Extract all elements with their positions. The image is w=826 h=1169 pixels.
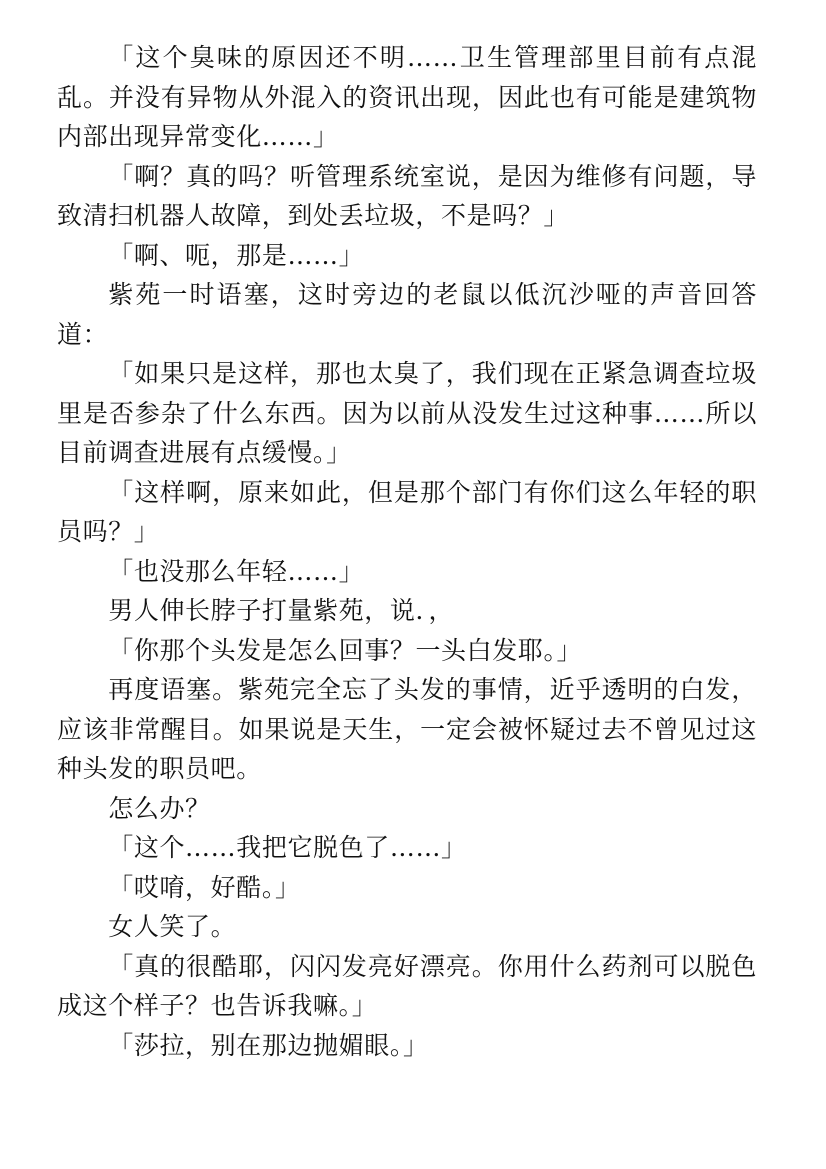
paragraph: 「莎拉，别在那边抛媚眼。」	[108, 1030, 429, 1060]
paragraph: 「这个……我把它脱色了……」	[108, 833, 467, 862]
text-body	[57, 38, 757, 1065]
paragraph: 女人笑了。	[108, 912, 237, 941]
paragraph: 「啊、呃，那是……」	[108, 240, 365, 270]
paragraph: 「你那个头发是怎么回事？一头白发耶。」	[108, 635, 583, 665]
paragraph: 「也没那么年轻……」	[108, 556, 365, 586]
paragraph: 紫苑一时语塞，这时旁边的老鼠以低沉沙哑的声音回答道：	[57, 280, 757, 349]
paragraph: 怎么办？	[108, 793, 211, 823]
paragraph: 「真的很酷耶，闪闪发亮好漂亮。你用什么药剂可以脱色成这个样子？也告诉我嘛。」	[57, 951, 757, 1020]
paragraph: 再度语塞。紫苑完全忘了头发的事情，近乎透明的白发，应该非常醒目。如果说是天生，一定会被怀疑过去不曾见过这种头发的职员吧。	[57, 675, 757, 783]
paragraph: 「如果只是这样，那也太臭了，我们现在正紧急调查垃圾里是否参杂了什么东西。因为以前从没发生过这种事……所以目前调查进展有点缓慢。」	[57, 359, 757, 467]
paragraph: 「啊？真的吗？听管理系统室说，是因为维修有问题，导致清扫机器人故障，到处丢垃圾，不是吗？」	[57, 161, 757, 230]
paragraph: 「哎唷，好酷。」	[108, 872, 301, 902]
paragraph: 「这样啊，原来如此，但是那个部门有你们这么年轻的职员吗？」	[57, 477, 757, 546]
paragraph: 男人伸长脖子打量紫苑，说．，	[108, 596, 455, 625]
paragraph: 「这个臭味的原因还不明……卫生管理部里目前有点混乱。并没有异物从外混入的资讯出现，因此也有可能是建筑物内部出现异常变化……」	[57, 43, 757, 151]
